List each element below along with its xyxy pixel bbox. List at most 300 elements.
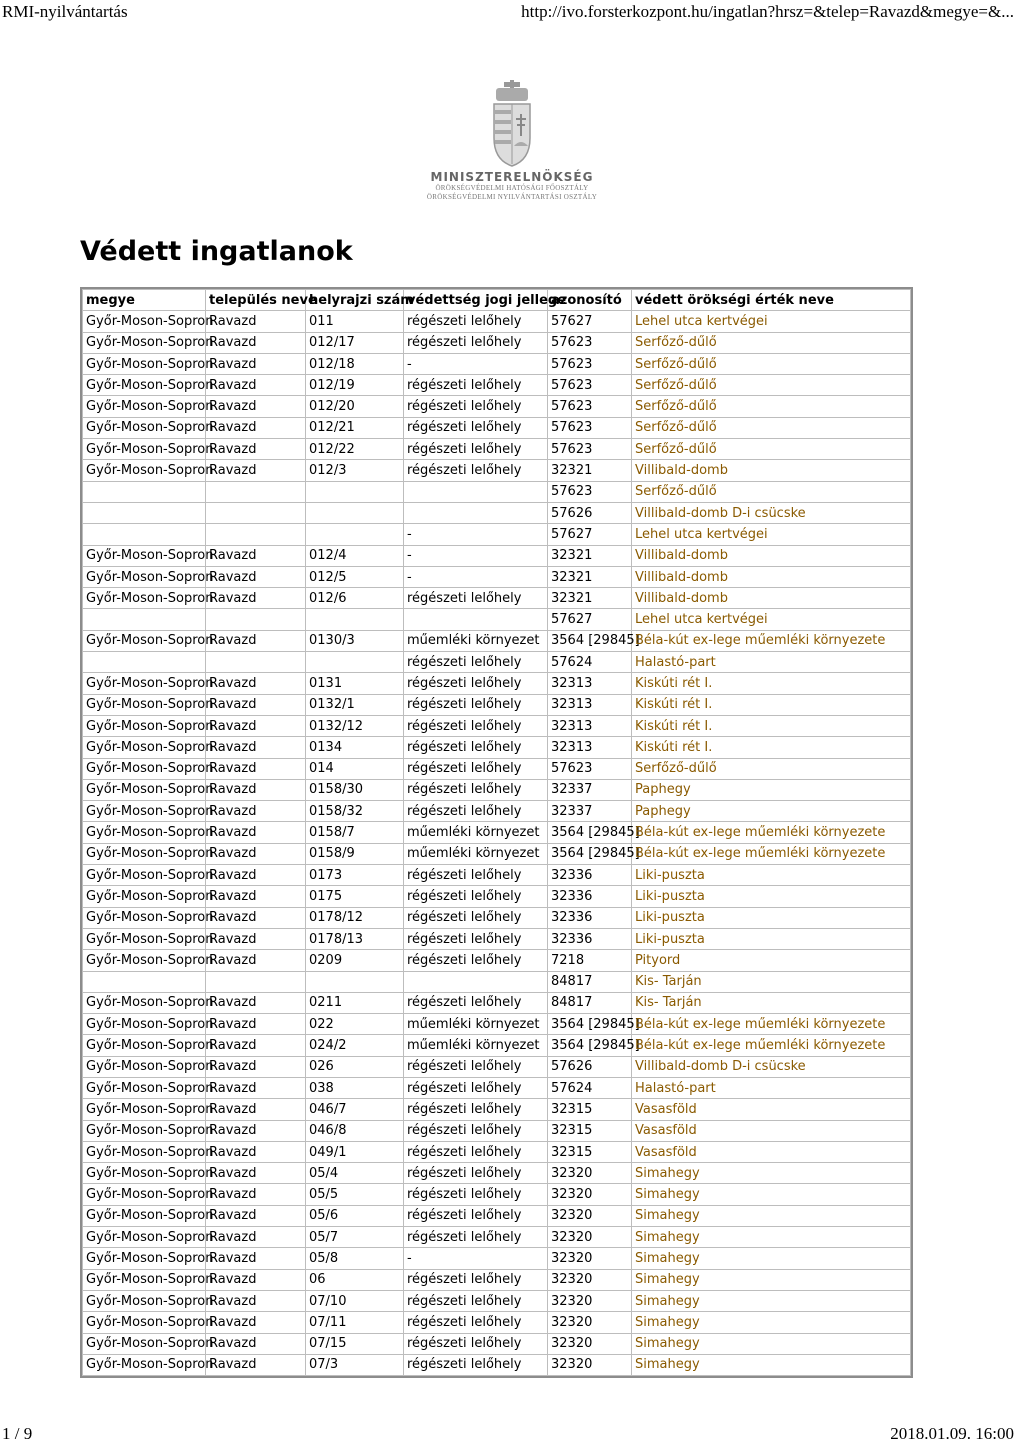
cell-helyrajzi-szam: 0132/12: [306, 715, 404, 736]
cell-telepules: Ravazd: [206, 1333, 306, 1354]
table-row: [83, 1333, 911, 1354]
cell-azonosito: 57623: [548, 332, 632, 353]
cell-azonosito: 32320: [548, 1227, 632, 1248]
cell-helyrajzi-szam: 0158/32: [306, 801, 404, 822]
cell-telepules: [206, 652, 306, 673]
cell-helyrajzi-szam: 012/18: [306, 353, 404, 374]
cell-ertek-neve[interactable]: Simahegy: [632, 1205, 911, 1226]
cell-telepules: Ravazd: [206, 1120, 306, 1141]
cell-helyrajzi-szam: 06: [306, 1269, 404, 1290]
cell-telepules: Ravazd: [206, 1248, 306, 1269]
cell-megye: Győr-Moson-Sopron: [83, 673, 206, 694]
cell-megye: [83, 652, 206, 673]
cell-megye: Győr-Moson-Sopron: [83, 332, 206, 353]
col-header-vedettseg: védettség jogi jellege: [404, 290, 548, 311]
cell-vedettseg: műemléki környezet: [404, 1035, 548, 1056]
cell-vedettseg: régészeti lelőhely: [404, 865, 548, 886]
cell-ertek-neve[interactable]: Simahegy: [632, 1290, 911, 1311]
cell-telepules: Ravazd: [206, 928, 306, 949]
cell-vedettseg: régészeti lelőhely: [404, 907, 548, 928]
cell-telepules: [206, 481, 306, 502]
cell-ertek-neve[interactable]: Serfőző-dűlő: [632, 332, 911, 353]
col-header-ertek-neve: védett örökségi érték neve: [632, 290, 911, 311]
table-row: [83, 865, 911, 886]
cell-azonosito: 57626: [548, 502, 632, 523]
cell-telepules: Ravazd: [206, 1184, 306, 1205]
cell-megye: Győr-Moson-Sopron: [83, 865, 206, 886]
table-row: [83, 1099, 911, 1120]
cell-ertek-neve[interactable]: Simahegy: [632, 1312, 911, 1333]
cell-ertek-neve[interactable]: Serfőző-dűlő: [632, 481, 911, 502]
cell-ertek-neve[interactable]: Béla-kút ex-lege műemléki környezete: [632, 630, 911, 651]
cell-ertek-neve[interactable]: Béla-kút ex-lege műemléki környezete: [632, 1014, 911, 1035]
cell-telepules: Ravazd: [206, 439, 306, 460]
cell-megye: Győr-Moson-Sopron: [83, 1248, 206, 1269]
cell-ertek-neve[interactable]: Simahegy: [632, 1269, 911, 1290]
table-row: [83, 907, 911, 928]
cell-telepules: Ravazd: [206, 843, 306, 864]
table-row: [83, 417, 911, 438]
cell-azonosito: 57627: [548, 524, 632, 545]
cell-azonosito: 3564 [29845]: [548, 843, 632, 864]
cell-helyrajzi-szam: 0130/3: [306, 630, 404, 651]
print-footer: [0, 1418, 1024, 1448]
cell-azonosito: 32320: [548, 1333, 632, 1354]
cell-vedettseg: műemléki környezet: [404, 843, 548, 864]
protected-properties-table: [82, 289, 911, 1376]
cell-ertek-neve[interactable]: Villibald-domb: [632, 545, 911, 566]
cell-ertek-neve[interactable]: Liki-puszta: [632, 907, 911, 928]
table-row: [83, 588, 911, 609]
table-row: [83, 396, 911, 417]
cell-azonosito: 32315: [548, 1099, 632, 1120]
cell-helyrajzi-szam: 026: [306, 1056, 404, 1077]
cell-azonosito: 3564 [29845]: [548, 822, 632, 843]
cell-telepules: Ravazd: [206, 715, 306, 736]
cell-vedettseg: régészeti lelőhely: [404, 1227, 548, 1248]
cell-telepules: [206, 609, 306, 630]
cell-ertek-neve[interactable]: Liki-puszta: [632, 886, 911, 907]
cell-megye: Győr-Moson-Sopron: [83, 1077, 206, 1098]
table-row: [83, 673, 911, 694]
cell-vedettseg: régészeti lelőhely: [404, 417, 548, 438]
cell-ertek-neve[interactable]: Liki-puszta: [632, 928, 911, 949]
cell-telepules: Ravazd: [206, 865, 306, 886]
table-row: [83, 758, 911, 779]
cell-vedettseg: régészeti lelőhely: [404, 1354, 548, 1375]
cell-vedettseg: régészeti lelőhely: [404, 1077, 548, 1098]
col-header-helyrajzi-szam: helyrajzi szám: [306, 290, 404, 311]
cell-helyrajzi-szam: 0211: [306, 992, 404, 1013]
cell-megye: Győr-Moson-Sopron: [83, 779, 206, 800]
cell-vedettseg: régészeti lelőhely: [404, 673, 548, 694]
col-header-azonosito: azonosító: [548, 290, 632, 311]
table-row: [83, 1205, 911, 1226]
cell-megye: Győr-Moson-Sopron: [83, 1290, 206, 1311]
print-header-url: http://ivo.forsterkozpont.hu/ingatlan?hrsz=&telep=Ravazd&megye=&...: [521, 2, 1014, 21]
cell-vedettseg: -: [404, 524, 548, 545]
cell-megye: Győr-Moson-Sopron: [83, 311, 206, 332]
table-body: [83, 311, 911, 1376]
cell-helyrajzi-szam: 024/2: [306, 1035, 404, 1056]
cell-megye: Győr-Moson-Sopron: [83, 1205, 206, 1226]
cell-azonosito: 57623: [548, 439, 632, 460]
cell-azonosito: 3564 [29845]: [548, 1014, 632, 1035]
table-row: [83, 311, 911, 332]
cell-azonosito: 32337: [548, 801, 632, 822]
cell-megye: [83, 481, 206, 502]
cell-vedettseg: régészeti lelőhely: [404, 1056, 548, 1077]
cell-helyrajzi-szam: 049/1: [306, 1141, 404, 1162]
cell-helyrajzi-szam: 012/5: [306, 566, 404, 587]
cell-vedettseg: régészeti lelőhely: [404, 1099, 548, 1120]
cell-megye: Győr-Moson-Sopron: [83, 417, 206, 438]
cell-vedettseg: [404, 609, 548, 630]
cell-ertek-neve[interactable]: Halastó-part: [632, 1077, 911, 1098]
cell-megye: Győr-Moson-Sopron: [83, 1014, 206, 1035]
cell-vedettseg: régészeti lelőhely: [404, 715, 548, 736]
table-row: [83, 609, 911, 630]
cell-telepules: Ravazd: [206, 396, 306, 417]
cell-azonosito: 32321: [548, 545, 632, 566]
cell-vedettseg: régészeti lelőhely: [404, 1184, 548, 1205]
cell-azonosito: 57627: [548, 609, 632, 630]
cell-vedettseg: régészeti lelőhely: [404, 1312, 548, 1333]
cell-helyrajzi-szam: 0178/13: [306, 928, 404, 949]
cell-ertek-neve[interactable]: Halastó-part: [632, 652, 911, 673]
cell-megye: Győr-Moson-Sopron: [83, 353, 206, 374]
cell-ertek-neve[interactable]: Lehel utca kertvégei: [632, 524, 911, 545]
cell-helyrajzi-szam: 0158/30: [306, 779, 404, 800]
table-row: [83, 630, 911, 651]
cell-telepules: Ravazd: [206, 1099, 306, 1120]
table-row: [83, 843, 911, 864]
cell-megye: Győr-Moson-Sopron: [83, 694, 206, 715]
cell-telepules: Ravazd: [206, 630, 306, 651]
cell-ertek-neve[interactable]: Simahegy: [632, 1248, 911, 1269]
table-row: [83, 1312, 911, 1333]
cell-helyrajzi-szam: 011: [306, 311, 404, 332]
cell-azonosito: 57626: [548, 1056, 632, 1077]
cell-telepules: Ravazd: [206, 1227, 306, 1248]
cell-helyrajzi-szam: 0209: [306, 950, 404, 971]
cell-vedettseg: régészeti lelőhely: [404, 311, 548, 332]
cell-vedettseg: régészeti lelőhely: [404, 460, 548, 481]
cell-ertek-neve[interactable]: Lehel utca kertvégei: [632, 609, 911, 630]
col-header-telepules: település neve: [206, 290, 306, 311]
cell-vedettseg: régészeti lelőhely: [404, 950, 548, 971]
cell-helyrajzi-szam: 07/3: [306, 1354, 404, 1375]
cell-azonosito: 57624: [548, 652, 632, 673]
cell-telepules: Ravazd: [206, 1056, 306, 1077]
cell-ertek-neve[interactable]: Serfőző-dűlő: [632, 439, 911, 460]
cell-ertek-neve[interactable]: Paphegy: [632, 779, 911, 800]
cell-azonosito: 32320: [548, 1290, 632, 1311]
table-row: [83, 375, 911, 396]
cell-azonosito: 57623: [548, 417, 632, 438]
cell-telepules: Ravazd: [206, 1141, 306, 1162]
cell-ertek-neve[interactable]: Serfőző-dűlő: [632, 396, 911, 417]
cell-telepules: Ravazd: [206, 992, 306, 1013]
cell-helyrajzi-szam: 0134: [306, 737, 404, 758]
cell-megye: [83, 971, 206, 992]
cell-vedettseg: -: [404, 545, 548, 566]
cell-vedettseg: [404, 971, 548, 992]
protected-properties-table-wrap: [80, 287, 913, 1378]
table-row: [83, 439, 911, 460]
cell-ertek-neve[interactable]: Villibald-domb: [632, 460, 911, 481]
cell-helyrajzi-szam: 05/6: [306, 1205, 404, 1226]
cell-telepules: Ravazd: [206, 737, 306, 758]
cell-ertek-neve[interactable]: Lehel utca kertvégei: [632, 311, 911, 332]
cell-telepules: Ravazd: [206, 1312, 306, 1333]
table-row: [83, 1163, 911, 1184]
cell-ertek-neve[interactable]: Serfőző-dűlő: [632, 758, 911, 779]
cell-vedettseg: [404, 502, 548, 523]
cell-ertek-neve[interactable]: Villibald-domb: [632, 588, 911, 609]
cell-megye: Győr-Moson-Sopron: [83, 715, 206, 736]
cell-telepules: Ravazd: [206, 353, 306, 374]
cell-helyrajzi-szam: [306, 524, 404, 545]
cell-ertek-neve[interactable]: Béla-kút ex-lege műemléki környezete: [632, 843, 911, 864]
cell-ertek-neve[interactable]: Vasasföld: [632, 1141, 911, 1162]
cell-megye: Győr-Moson-Sopron: [83, 566, 206, 587]
cell-ertek-neve[interactable]: Vasasföld: [632, 1120, 911, 1141]
ministry-logo: [412, 80, 612, 215]
cell-megye: Győr-Moson-Sopron: [83, 396, 206, 417]
cell-ertek-neve[interactable]: Béla-kút ex-lege műemléki környezete: [632, 822, 911, 843]
cell-ertek-neve[interactable]: Pityord: [632, 950, 911, 971]
cell-megye: Győr-Moson-Sopron: [83, 1141, 206, 1162]
cell-vedettseg: régészeti lelőhely: [404, 332, 548, 353]
cell-megye: Győr-Moson-Sopron: [83, 992, 206, 1013]
table-row: [83, 353, 911, 374]
cell-helyrajzi-szam: 012/17: [306, 332, 404, 353]
cell-azonosito: 57623: [548, 396, 632, 417]
cell-azonosito: 32320: [548, 1184, 632, 1205]
cell-helyrajzi-szam: 012/21: [306, 417, 404, 438]
cell-azonosito: 32313: [548, 694, 632, 715]
cell-telepules: Ravazd: [206, 1290, 306, 1311]
cell-azonosito: 32315: [548, 1141, 632, 1162]
cell-telepules: Ravazd: [206, 801, 306, 822]
cell-azonosito: 32336: [548, 928, 632, 949]
cell-megye: Győr-Moson-Sopron: [83, 588, 206, 609]
print-header: [0, 0, 1024, 28]
cell-megye: Győr-Moson-Sopron: [83, 1269, 206, 1290]
coat-of-arms-icon: [488, 80, 536, 168]
cell-telepules: [206, 502, 306, 523]
cell-helyrajzi-szam: 012/3: [306, 460, 404, 481]
cell-ertek-neve[interactable]: Simahegy: [632, 1333, 911, 1354]
cell-ertek-neve[interactable]: Villibald-domb D-i csücske: [632, 1056, 911, 1077]
cell-azonosito: 32337: [548, 779, 632, 800]
table-row: [83, 481, 911, 502]
cell-helyrajzi-szam: [306, 502, 404, 523]
cell-azonosito: 32315: [548, 1120, 632, 1141]
cell-vedettseg: -: [404, 353, 548, 374]
cell-megye: [83, 502, 206, 523]
cell-vedettseg: régészeti lelőhely: [404, 694, 548, 715]
cell-telepules: Ravazd: [206, 822, 306, 843]
cell-megye: Győr-Moson-Sopron: [83, 1099, 206, 1120]
table-row: [83, 1227, 911, 1248]
cell-helyrajzi-szam: 07/10: [306, 1290, 404, 1311]
cell-vedettseg: régészeti lelőhely: [404, 439, 548, 460]
cell-vedettseg: régészeti lelőhely: [404, 886, 548, 907]
cell-vedettseg: régészeti lelőhely: [404, 1333, 548, 1354]
cell-vedettseg: műemléki környezet: [404, 1014, 548, 1035]
cell-azonosito: 32320: [548, 1205, 632, 1226]
cell-ertek-neve[interactable]: Serfőző-dűlő: [632, 375, 911, 396]
table-row: [83, 992, 911, 1013]
cell-azonosito: 57624: [548, 1077, 632, 1098]
cell-megye: [83, 609, 206, 630]
table-row: [83, 1141, 911, 1162]
cell-megye: Győr-Moson-Sopron: [83, 630, 206, 651]
cell-helyrajzi-szam: 012/20: [306, 396, 404, 417]
cell-helyrajzi-szam: 0178/12: [306, 907, 404, 928]
cell-ertek-neve[interactable]: Simahegy: [632, 1184, 911, 1205]
cell-azonosito: 32313: [548, 673, 632, 694]
cell-azonosito: 32313: [548, 715, 632, 736]
cell-ertek-neve[interactable]: Kiskúti rét I.: [632, 694, 911, 715]
table-row: [83, 886, 911, 907]
table-row: [83, 1120, 911, 1141]
cell-helyrajzi-szam: 012/4: [306, 545, 404, 566]
table-row: [83, 545, 911, 566]
cell-vedettseg: régészeti lelőhely: [404, 779, 548, 800]
cell-ertek-neve[interactable]: Simahegy: [632, 1354, 911, 1375]
cell-azonosito: 57623: [548, 758, 632, 779]
cell-vedettseg: régészeti lelőhely: [404, 1290, 548, 1311]
cell-telepules: Ravazd: [206, 1269, 306, 1290]
col-header-megye: megye: [83, 290, 206, 311]
page-number: 1 / 9: [2, 1424, 33, 1443]
cell-telepules: [206, 524, 306, 545]
cell-helyrajzi-szam: 038: [306, 1077, 404, 1098]
cell-azonosito: 57623: [548, 353, 632, 374]
cell-ertek-neve[interactable]: Villibald-domb: [632, 566, 911, 587]
cell-helyrajzi-szam: 046/7: [306, 1099, 404, 1120]
cell-megye: Győr-Moson-Sopron: [83, 439, 206, 460]
cell-helyrajzi-szam: 0173: [306, 865, 404, 886]
cell-azonosito: 84817: [548, 992, 632, 1013]
cell-vedettseg: régészeti lelőhely: [404, 652, 548, 673]
table-row: [83, 1354, 911, 1375]
table-row: [83, 460, 911, 481]
cell-azonosito: 32320: [548, 1269, 632, 1290]
cell-vedettseg: -: [404, 566, 548, 587]
cell-ertek-neve[interactable]: Simahegy: [632, 1227, 911, 1248]
cell-ertek-neve[interactable]: Kis- Tarján: [632, 971, 911, 992]
cell-telepules: Ravazd: [206, 417, 306, 438]
cell-ertek-neve[interactable]: Vasasföld: [632, 1099, 911, 1120]
cell-ertek-neve[interactable]: Serfőző-dűlő: [632, 353, 911, 374]
cell-telepules: Ravazd: [206, 694, 306, 715]
cell-telepules: Ravazd: [206, 545, 306, 566]
cell-ertek-neve[interactable]: Simahegy: [632, 1163, 911, 1184]
cell-helyrajzi-szam: 0131: [306, 673, 404, 694]
table-row: [83, 928, 911, 949]
table-row: [83, 652, 911, 673]
cell-ertek-neve[interactable]: Serfőző-dűlő: [632, 417, 911, 438]
table-row: [83, 822, 911, 843]
cell-megye: Győr-Moson-Sopron: [83, 950, 206, 971]
cell-vedettseg: régészeti lelőhely: [404, 1141, 548, 1162]
cell-azonosito: 57623: [548, 375, 632, 396]
table-row: [83, 971, 911, 992]
cell-vedettseg: régészeti lelőhely: [404, 992, 548, 1013]
table-row: [83, 1035, 911, 1056]
cell-telepules: Ravazd: [206, 758, 306, 779]
cell-ertek-neve[interactable]: Kiskúti rét I.: [632, 673, 911, 694]
table-row: [83, 694, 911, 715]
cell-ertek-neve[interactable]: Kiskúti rét I.: [632, 737, 911, 758]
cell-ertek-neve[interactable]: Béla-kút ex-lege műemléki környezete: [632, 1035, 911, 1056]
cell-megye: Győr-Moson-Sopron: [83, 907, 206, 928]
cell-telepules: Ravazd: [206, 1014, 306, 1035]
cell-helyrajzi-szam: 046/8: [306, 1120, 404, 1141]
cell-azonosito: 32320: [548, 1312, 632, 1333]
cell-azonosito: 32336: [548, 886, 632, 907]
cell-megye: Győr-Moson-Sopron: [83, 1354, 206, 1375]
cell-telepules: Ravazd: [206, 566, 306, 587]
cell-ertek-neve[interactable]: Kiskúti rét I.: [632, 715, 911, 736]
cell-vedettseg: régészeti lelőhely: [404, 1163, 548, 1184]
cell-telepules: Ravazd: [206, 1035, 306, 1056]
cell-vedettseg: műemléki környezet: [404, 822, 548, 843]
cell-azonosito: 57623: [548, 481, 632, 502]
cell-telepules: Ravazd: [206, 332, 306, 353]
cell-vedettseg: régészeti lelőhely: [404, 801, 548, 822]
cell-megye: Győr-Moson-Sopron: [83, 1312, 206, 1333]
cell-helyrajzi-szam: 012/6: [306, 588, 404, 609]
cell-ertek-neve[interactable]: Liki-puszta: [632, 865, 911, 886]
cell-vedettseg: régészeti lelőhely: [404, 1120, 548, 1141]
page-title: Védett ingatlanok: [80, 236, 353, 267]
cell-telepules: Ravazd: [206, 673, 306, 694]
cell-ertek-neve[interactable]: Kis- Tarján: [632, 992, 911, 1013]
cell-megye: Győr-Moson-Sopron: [83, 460, 206, 481]
cell-helyrajzi-szam: [306, 609, 404, 630]
table-row: [83, 1269, 911, 1290]
cell-helyrajzi-szam: 0175: [306, 886, 404, 907]
table-row: [83, 566, 911, 587]
cell-megye: Győr-Moson-Sopron: [83, 545, 206, 566]
cell-megye: Győr-Moson-Sopron: [83, 1056, 206, 1077]
cell-telepules: Ravazd: [206, 907, 306, 928]
table-header-row: [83, 290, 911, 311]
cell-megye: Győr-Moson-Sopron: [83, 1227, 206, 1248]
table-row: [83, 1056, 911, 1077]
cell-azonosito: 32336: [548, 907, 632, 928]
cell-megye: Győr-Moson-Sopron: [83, 1035, 206, 1056]
cell-helyrajzi-szam: 07/15: [306, 1333, 404, 1354]
cell-vedettseg: régészeti lelőhely: [404, 1205, 548, 1226]
cell-megye: Győr-Moson-Sopron: [83, 1163, 206, 1184]
cell-telepules: Ravazd: [206, 779, 306, 800]
cell-ertek-neve[interactable]: Paphegy: [632, 801, 911, 822]
table-row: [83, 1290, 911, 1311]
cell-ertek-neve[interactable]: Villibald-domb D-i csücske: [632, 502, 911, 523]
cell-vedettseg: régészeti lelőhely: [404, 396, 548, 417]
cell-megye: Győr-Moson-Sopron: [83, 375, 206, 396]
table-row: [83, 1248, 911, 1269]
cell-helyrajzi-szam: 012/22: [306, 439, 404, 460]
print-timestamp: 2018.01.09. 16:00: [890, 1424, 1014, 1443]
cell-helyrajzi-szam: [306, 971, 404, 992]
